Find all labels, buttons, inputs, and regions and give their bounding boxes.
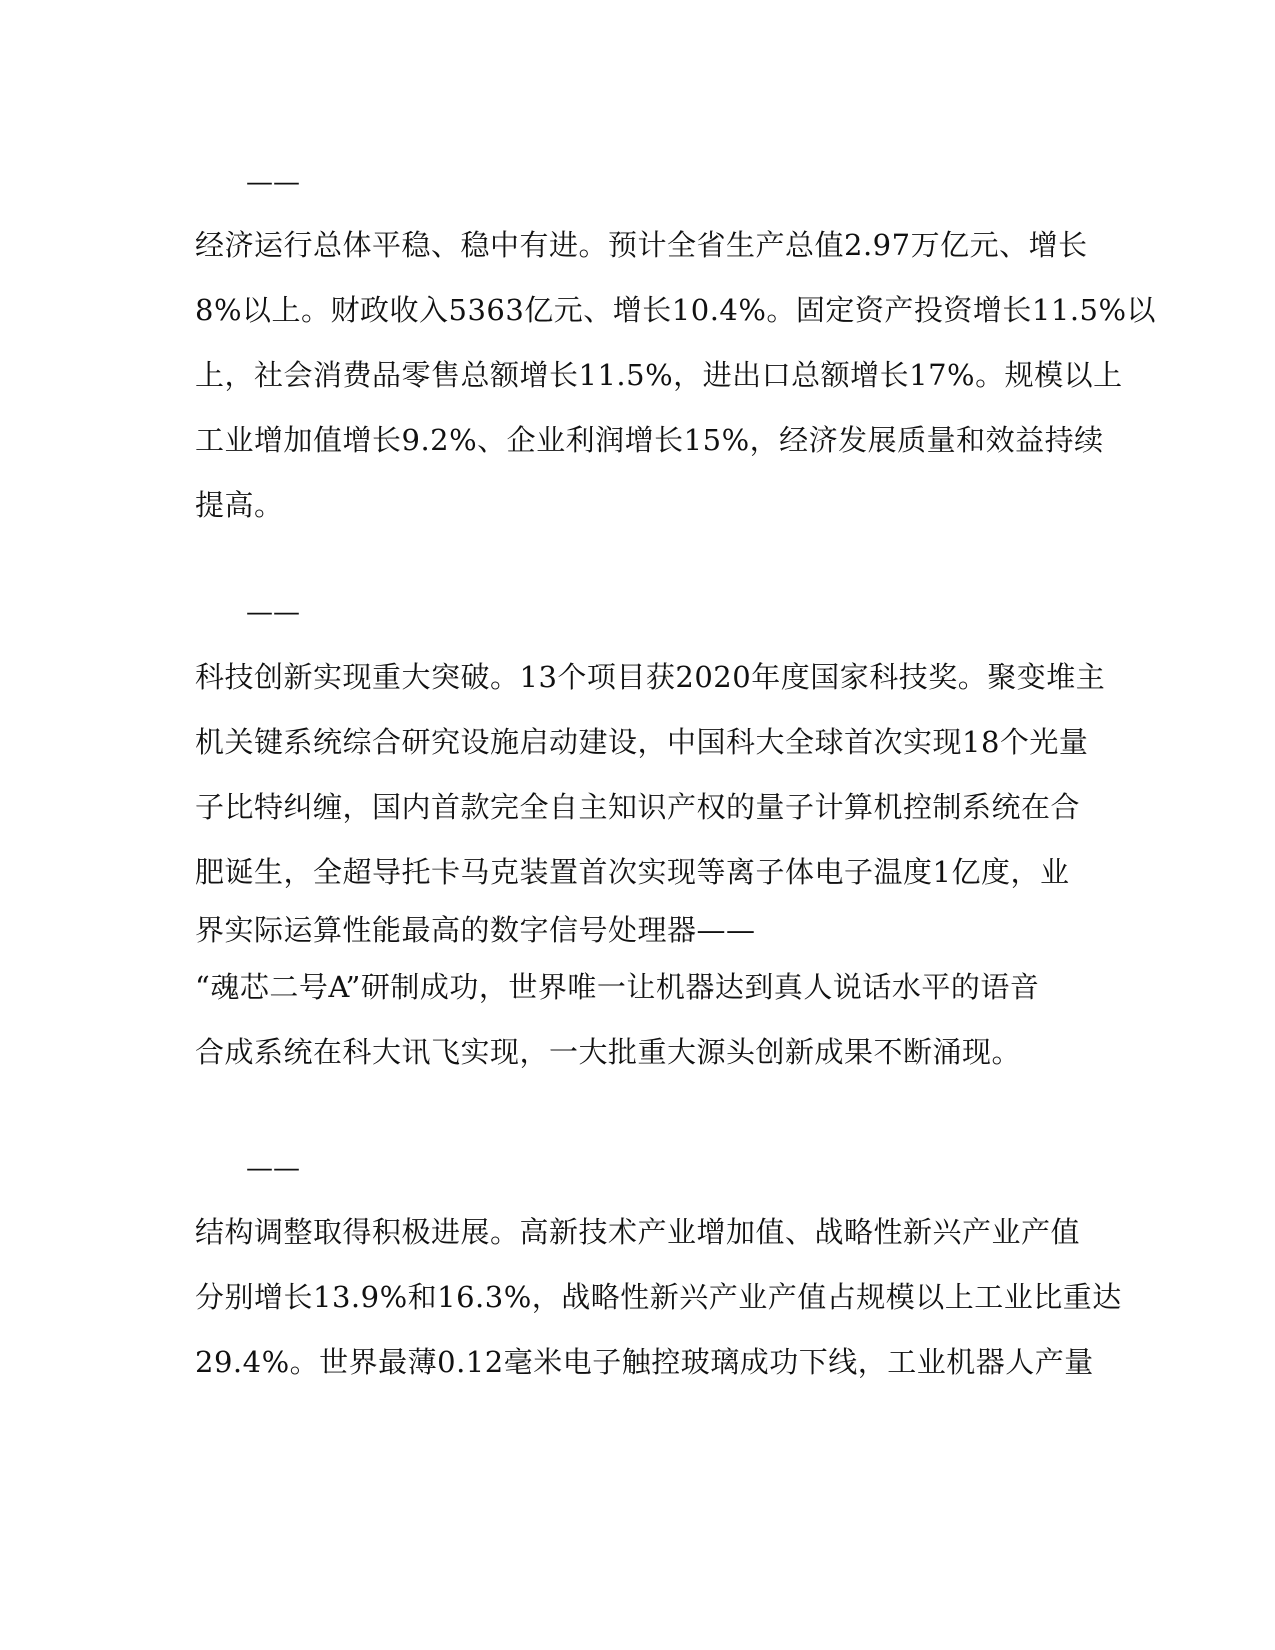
paragraph-line: 29.4%。世界最薄0.12毫米电子触控玻璃成功下线，工业机器人产量 bbox=[195, 1345, 1094, 1379]
paragraph-line: 结构调整取得积极进展。高新技术产业增加值、战略性新兴产业产值 bbox=[195, 1215, 1081, 1249]
paragraph-technology bbox=[195, 645, 1106, 1085]
paragraph-line: 经济运行总体平稳、稳中有进。预计全省生产总值2.97万亿元、增长 bbox=[195, 228, 1088, 262]
paragraph-structure bbox=[195, 1200, 1122, 1395]
paragraph-line: 分别增长13.9%和16.3%，战略性新兴产业产值占规模以上工业比重达 bbox=[195, 1280, 1122, 1314]
paragraph-line: 肥诞生，全超导托卡马克装置首次实现等离子体电子温度1亿度，业 bbox=[195, 855, 1070, 889]
paragraph-line: “魂芯二号A”研制成功，世界唯一让机器达到真人说话水平的语音 bbox=[195, 970, 1040, 1004]
paragraph-line: 工业增加值增长9.2%、企业利润增长15%，经济发展质量和效益持续 bbox=[195, 423, 1104, 457]
paragraph-line: 界实际运算性能最高的数字信号处理器—— bbox=[195, 913, 756, 947]
paragraph-line: 合成系统在科大讯飞实现，一大批重大源头创新成果不断涌现。 bbox=[195, 1035, 1022, 1069]
section-dash: —— bbox=[246, 1153, 300, 1184]
paragraph-line: 科技创新实现重大突破。13个项目获2020年度国家科技奖。聚变堆主 bbox=[195, 660, 1106, 694]
paragraph-line: 提高。 bbox=[195, 488, 284, 522]
paragraph-line: 子比特纠缠，国内首款完全自主知识产权的量子计算机控制系统在合 bbox=[195, 790, 1081, 824]
section-dash: —— bbox=[246, 167, 300, 198]
paragraph-line: 8%以上。财政收入5363亿元、增长10.4%。固定资产投资增长11.5%以 bbox=[195, 293, 1157, 327]
paragraph-line: 机关键系统综合研究设施启动建设，中国科大全球首次实现18个光量 bbox=[195, 725, 1089, 759]
paragraph-economy bbox=[195, 213, 1157, 538]
paragraph-line: 上，社会消费品零售总额增长11.5%，进出口总额增长17%。规模以上 bbox=[195, 358, 1123, 392]
section-dash: —— bbox=[246, 597, 300, 628]
